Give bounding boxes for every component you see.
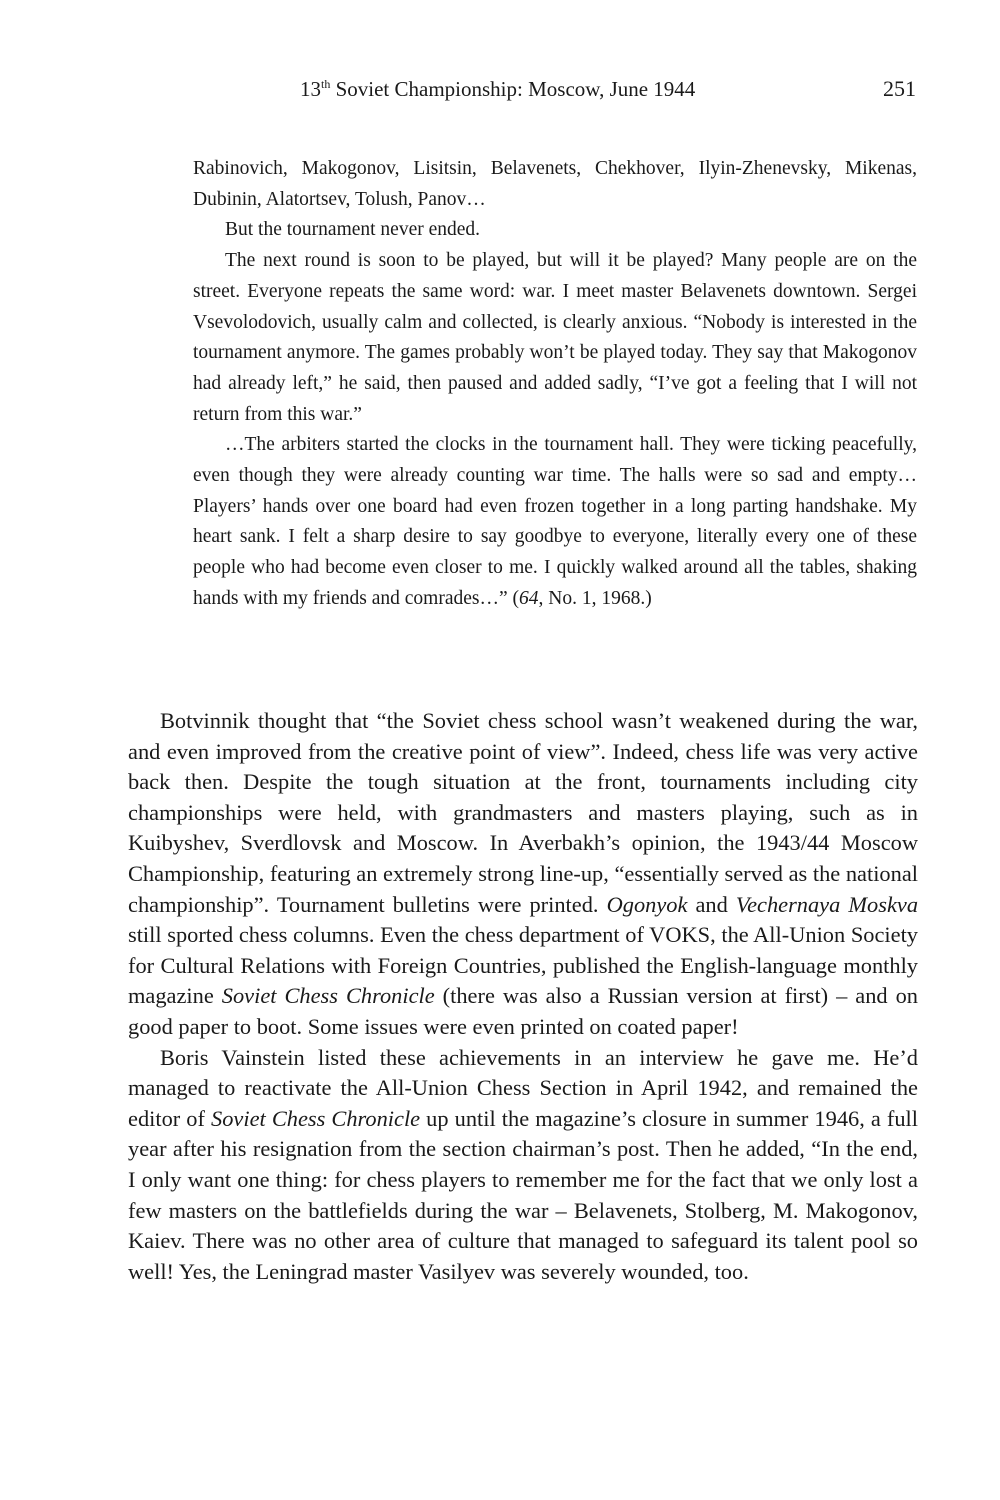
body-text: [128, 706, 918, 1287]
publication-title: Soviet Chess Chronicle: [221, 983, 435, 1009]
body-text-run: Botvinnik thought that “the Soviet chess school wasn’t weakened during the war, and even improved from the creative point of view”. Indeed, chess life was very active back then. Despite the tough situation at the front, tournaments including city championships were held, with grandmasters and masters playing, such as in Kuibyshev, Sverdlovsk and Moscow. In Averbakh’s opinion, the 1943/44 Moscow Championship, featuring an extremely strong line-up, “essentially served as the national championship”. Tournament bulletins were printed.: [128, 708, 918, 917]
body-text-run: still sported chess columns. Even the chess department of VOKS, the All-Union Society for Cultural Relations with Foreign Countries, published the English-language monthly magazine: [128, 922, 918, 1009]
running-head: [128, 74, 918, 106]
page-number: 251: [883, 76, 916, 101]
publication-title: Ogonyok: [606, 891, 688, 917]
publication-title: Soviet Chess Chronicle: [211, 1105, 421, 1131]
body-paragraph: [128, 706, 918, 1043]
body-paragraph: [128, 1043, 918, 1288]
body-text-run: (there was also a Russian version at first) – and on good paper to boot. Some issues were even printed on coated paper!: [128, 983, 919, 1039]
source-title: 64: [519, 587, 539, 609]
block-quote: [193, 154, 917, 615]
source-citation: , No. 1, 1968.): [538, 587, 652, 609]
publication-title: Vechernaya Moskva: [735, 891, 919, 917]
body-text-run: Boris Vainstein listed these achievements in an interview he gave me. He’d managed to reactivate the All-Union Chess Section in April 1942, and remained the editor of: [128, 1044, 918, 1131]
title-ordinal-suffix: th: [321, 77, 331, 91]
body-text-run: and: [687, 891, 736, 917]
quote-paragraph: [193, 430, 917, 614]
title-ordinal: 13: [300, 77, 321, 101]
body-text-run: up until the magazine’s closure in summer 1946, a full year after his resignation from the section chairman’s post. Then he added, “In the end, I only want one thing: for chess players to remember me for the fact that we only lost a few masters on the battlefields during the war – Belavenets, Stolberg, M. Makogonov, Kaiev. There was no other area of culture that managed to safeguard its talent pool so well! Yes, the Leningrad master Vasilyev was severely wounded, too.: [128, 1105, 918, 1284]
chapter-title: [300, 74, 695, 104]
quote-paragraph: Rabinovich, Makogonov, Lisitsin, Belavenets, Chekhover, Ilyin-Zhenevsky, Mikenas, Dubinin, Alatortsev, Tolush, Panov…: [193, 158, 917, 210]
quote-paragraph: But the tournament never ended.: [225, 219, 481, 241]
title-text: Soviet Championship: Moscow, June 1944: [330, 77, 696, 101]
quote-paragraph: The next round is soon to be played, but will it be played? Many people are on the street. Everyone repeats the same word: war. I meet master Belavenets downtown. Sergei Vsevolodovich, usually calm and collected, is clearly anxious. “Nobody is interested in the tournament anymore. The games probably won’t be played today. They say that Makogonov had already left,” he said, then paused and added sadly, “I’ve got a feeling that I will not return from this war.”: [193, 250, 917, 425]
quote-text: …The arbiters started the clocks in the tournament hall. They were ticking peacefully, even though they were already counting war time. The halls were so sad and empty… Players’ hands over one board had even frozen together in a long parting handshake. My heart sank. I felt a sharp desire to say goodbye to everyone, literally every one of these people who had become even closer to me. I quickly walked around all the tables, shaking hands with my friends and comrades…” (: [193, 434, 917, 609]
